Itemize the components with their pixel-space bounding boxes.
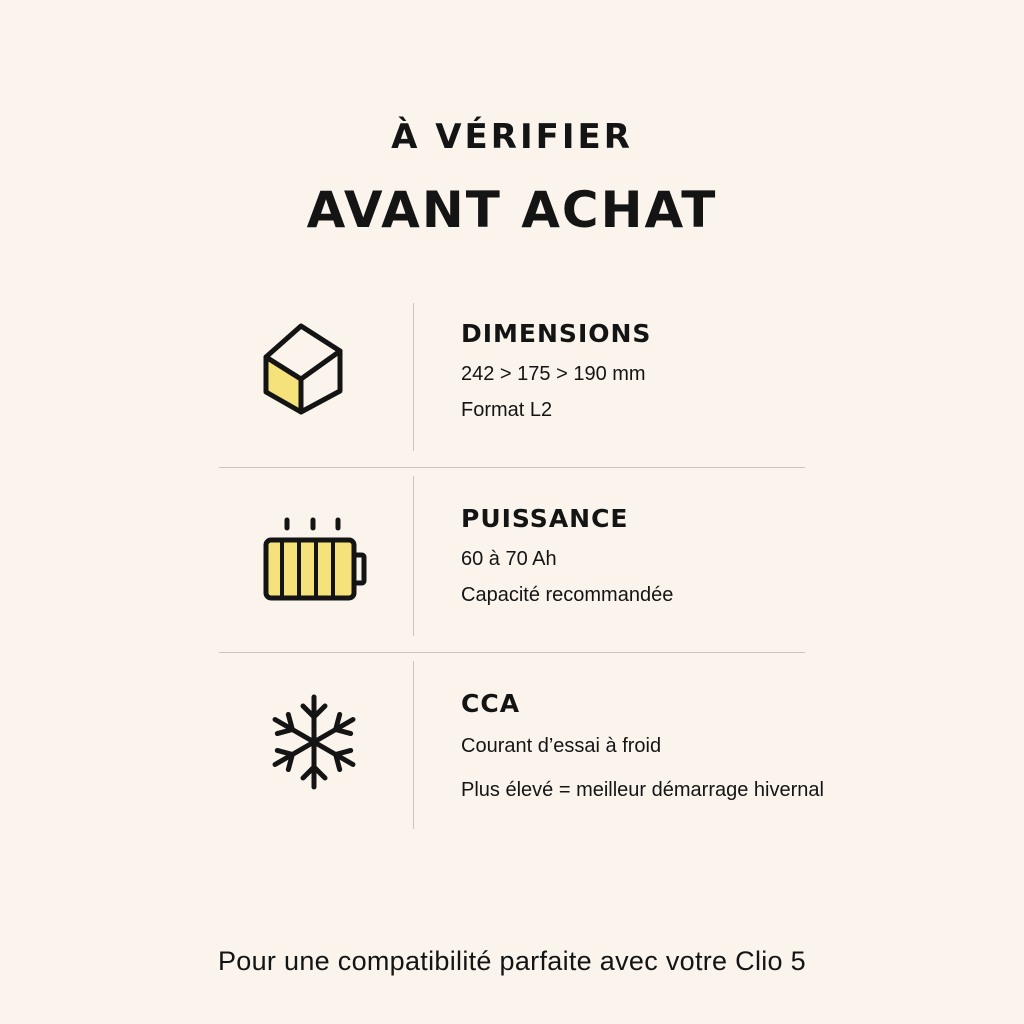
row-detail: Plus élevé = meilleur démarrage hivernal xyxy=(461,779,824,801)
battery-icon xyxy=(260,512,372,604)
dimensions-text xyxy=(461,318,651,422)
snowflake-icon xyxy=(264,692,364,792)
puissance-text xyxy=(461,503,673,607)
row-divider-1 xyxy=(219,467,805,468)
row-divider-2 xyxy=(219,652,805,653)
row-value: 60 à 70 Ah xyxy=(461,548,557,570)
column-divider-3 xyxy=(413,661,414,829)
title-line-2: AVANT ACHAT xyxy=(306,181,718,239)
row-heading: PUISSANCE xyxy=(461,504,629,533)
title-line-1: À VÉRIFIER xyxy=(391,117,633,157)
column-divider-2 xyxy=(413,476,414,636)
cca-text xyxy=(461,688,824,802)
row-detail: Capacité recommandée xyxy=(461,584,674,606)
row-detail: Format L2 xyxy=(461,399,553,421)
cube-icon xyxy=(258,318,350,420)
row-value: 242 > 175 > 190 mm xyxy=(461,363,646,385)
footer-note: Pour une compatibilité parfaite avec votre Clio 5 xyxy=(217,946,806,976)
row-heading: DIMENSIONS xyxy=(461,319,652,348)
column-divider-1 xyxy=(413,303,414,451)
row-value: Courant d’essai à froid xyxy=(461,735,662,757)
row-heading: CCA xyxy=(461,689,521,718)
